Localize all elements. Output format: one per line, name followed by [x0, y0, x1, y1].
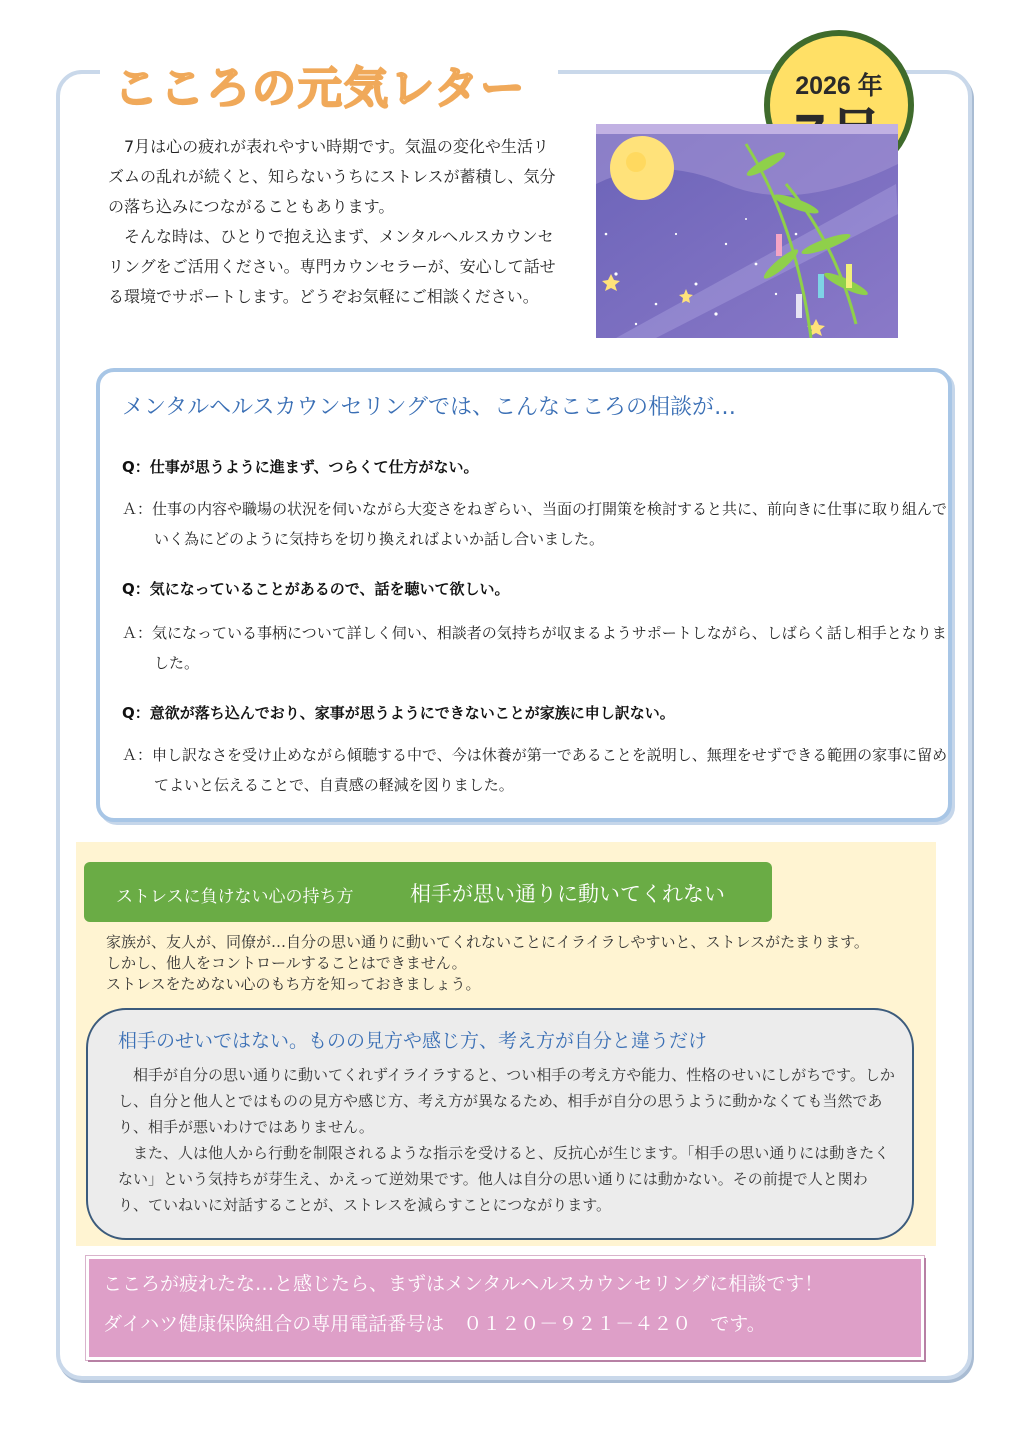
qa-answer-3: Ａ：申し訳なさを受け止めながら傾聴する中で、今は休養が第一であることを説明し、無理をせずできる範囲の家事に留めてよいと伝えることで、自責感の軽減を図りました。: [122, 746, 948, 794]
stress-section: [76, 842, 936, 1246]
qa-section: [96, 368, 952, 822]
badge-year: 2026 年: [795, 72, 883, 100]
stress-intro-line-2: しかし、他人をコントロールすることはできません。: [106, 954, 467, 972]
stress-heading: 相手が思い通りに動いてくれない: [410, 882, 725, 906]
qa-answer-1: Ａ：仕事の内容や職場の状況を伺いながら大変さをねぎらい、当面の打開策を検討すると共に、前向きに仕事に取り組んでいく為にどのように気持ちを切り換えればよいか話し合いました。: [122, 500, 948, 548]
qa-question-1: Q：仕事が思うように進まず、つらくて仕方がない。: [122, 458, 479, 476]
stress-intro-line-3: ストレスをためない心のもち方を知っておきましょう。: [106, 975, 481, 993]
advice-paragraph-2: また、人は他人から行動を制限されるような指示を受けると、反抗心が生じます。「相手の思い通りには動きたくない」という気持ちが芽生え、かえって逆効果です。他人は自分の思い通りには動かない。その前提で人と関わり、ていねいに対話することが、ストレスを減らすことにつながります。: [118, 1144, 890, 1214]
qa-question-2: Q：気になっていることがあるので、話を聴いて欲しい。: [122, 580, 510, 598]
advice-box: [86, 1008, 914, 1240]
contact-line-1: こころが疲れたな…と感じたら、まずはメンタルヘルスカウンセリングに相談です！: [103, 1273, 824, 1295]
contact-phone-line: ダイハツ健康保険組合の専用電話番号は ０１２０－９２１－４２０ です。: [103, 1313, 766, 1335]
stress-heading-bar: [84, 862, 772, 922]
page-title: こころの元気レター: [114, 63, 527, 114]
intro-paragraph-1: 7月は心の疲れが表れやすい時期です。気温の変化や生活リズムの乱れが続くと、知らないうちにストレスが蓄積し、気分の落ち込みにつながることもあります。: [108, 137, 556, 216]
intro-text: [108, 132, 556, 312]
contact-banner: [86, 1256, 924, 1360]
advice-body: [118, 1062, 896, 1218]
qa-title: メンタルヘルスカウンセリングでは、こんなこころの相談が…: [122, 395, 737, 420]
intro-paragraph-2: そんな時は、ひとりで抱え込まず、メンタルヘルスカウンセリングをご活用ください。専門カウンセラーが、安心して話せる環境でサポートします。どうぞお気軽にご相談ください。: [108, 227, 556, 306]
tanabata-night-illustration: [596, 124, 898, 338]
stress-intro-line-1: 家族が、友人が、同僚が…自分の思い通りに動いてくれないことにイライラしやすいと、ストレスがたまります。: [106, 933, 869, 951]
advice-title: 相手のせいではない。ものの見方や感じ方、考え方が自分と違うだけ: [118, 1030, 708, 1052]
stress-subtitle: ストレスに負けない心の持ち方: [116, 887, 354, 907]
qa-answer-2: Ａ：気になっている事柄について詳しく伺い、相談者の気持ちが収まるようサポートしながら、しばらく話し相手となりました。: [122, 624, 947, 672]
stress-intro: [106, 932, 926, 995]
advice-paragraph-1: 相手が自分の思い通りに動いてくれずイライラすると、つい相手の考え方や能力、性格のせいにしがちです。しかし、自分と他人とではものの見方や感じ方、考え方が異なるため、相手が自分の思うように動かなくても当然であり、相手が悪いわけではありません。: [118, 1066, 895, 1136]
qa-question-3: Q：意欲が落ち込んでおり、家事が思うようにできないことが家族に申し訳ない。: [122, 704, 675, 722]
